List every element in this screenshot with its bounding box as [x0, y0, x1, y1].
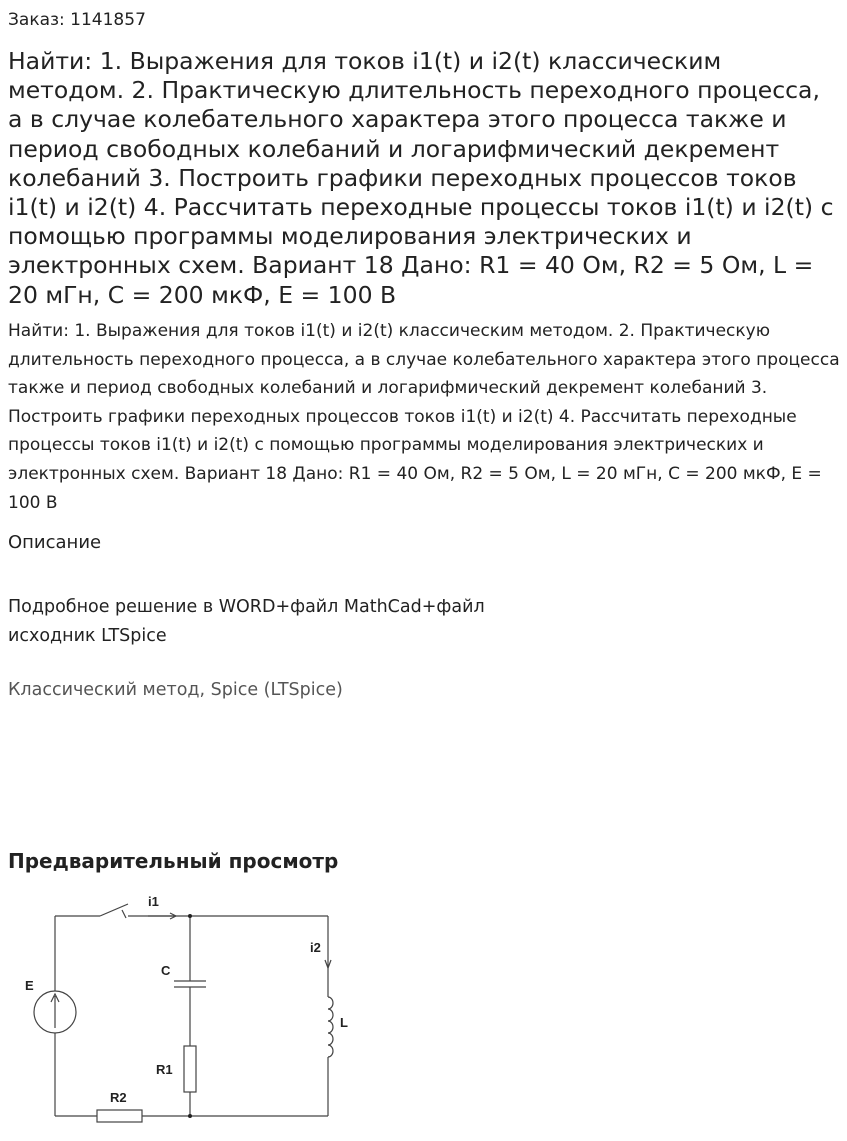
- i1-arrow: [148, 913, 176, 919]
- label-i2: i2: [310, 940, 321, 955]
- solution-details-line: исходник LTSpice: [8, 625, 167, 646]
- label-c: C: [161, 963, 171, 978]
- resistor-r2: [97, 1110, 142, 1122]
- tags: Классический метод, Spice (LTSpice): [8, 680, 343, 700]
- source-e-arrow: [51, 994, 59, 1028]
- circuit-diagram: [0, 880, 360, 1130]
- resistor-r1: [184, 1046, 196, 1092]
- label-e: E: [25, 978, 34, 993]
- order-number: Заказ: 1141857: [8, 10, 146, 30]
- junction: [188, 914, 192, 918]
- task-description: Найти: 1. Выражения для токов i1(t) и i2(t) классическим методом. 2. Практическую длительность переходного процесса, а в случае колебательного характера этого процесса также и период свободных колебаний и логарифмический декремент колебаний 3. Построить графики переходных процессов токов i1(t) и i2(t) 4. Рассчитать переходные процессы токов i1(t) и i2(t) с помощью программы моделирования электрических и электронных схем. Вариант 18 Дано: R1 = 40 Ом, R2 = 5 Ом, L = 20 мГн, С = 200 мкФ, E = 100 В: [8, 321, 840, 513]
- solution-details-line: Подробное решение в WORD+файл MathCad+файл: [8, 597, 485, 617]
- solution-details: [8, 593, 608, 650]
- page-title: Найти: 1. Выражения для токов i1(t) и i2(t) классическим методом. 2. Практическую длительность переходного процесса, а в случае колебательного характера этого процесса также и период свободных колебаний и логарифмический декремент колебаний 3. Построить графики переходных процессов токов i1(t) и i2(t) 4. Рассчитать переходные процессы токов i1(t) и i2(t) с помощью программы моделирования электрических и электронных схем. Вариант 18 Дано: R1 = 40 Ом, R2 = 5 Ом, L = 20 мГн, С = 200 мкФ, E = 100 В: [8, 47, 834, 309]
- junction: [188, 1114, 192, 1118]
- preview-title: Предварительный просмотр: [8, 849, 339, 873]
- label-i1: i1: [148, 894, 159, 909]
- inductor-l: [328, 997, 333, 1057]
- label-r1: R1: [156, 1062, 173, 1077]
- label-l: L: [340, 1015, 348, 1030]
- description-label: Описание: [8, 532, 102, 553]
- switch-contact: [122, 910, 126, 918]
- label-r2: R2: [110, 1090, 127, 1105]
